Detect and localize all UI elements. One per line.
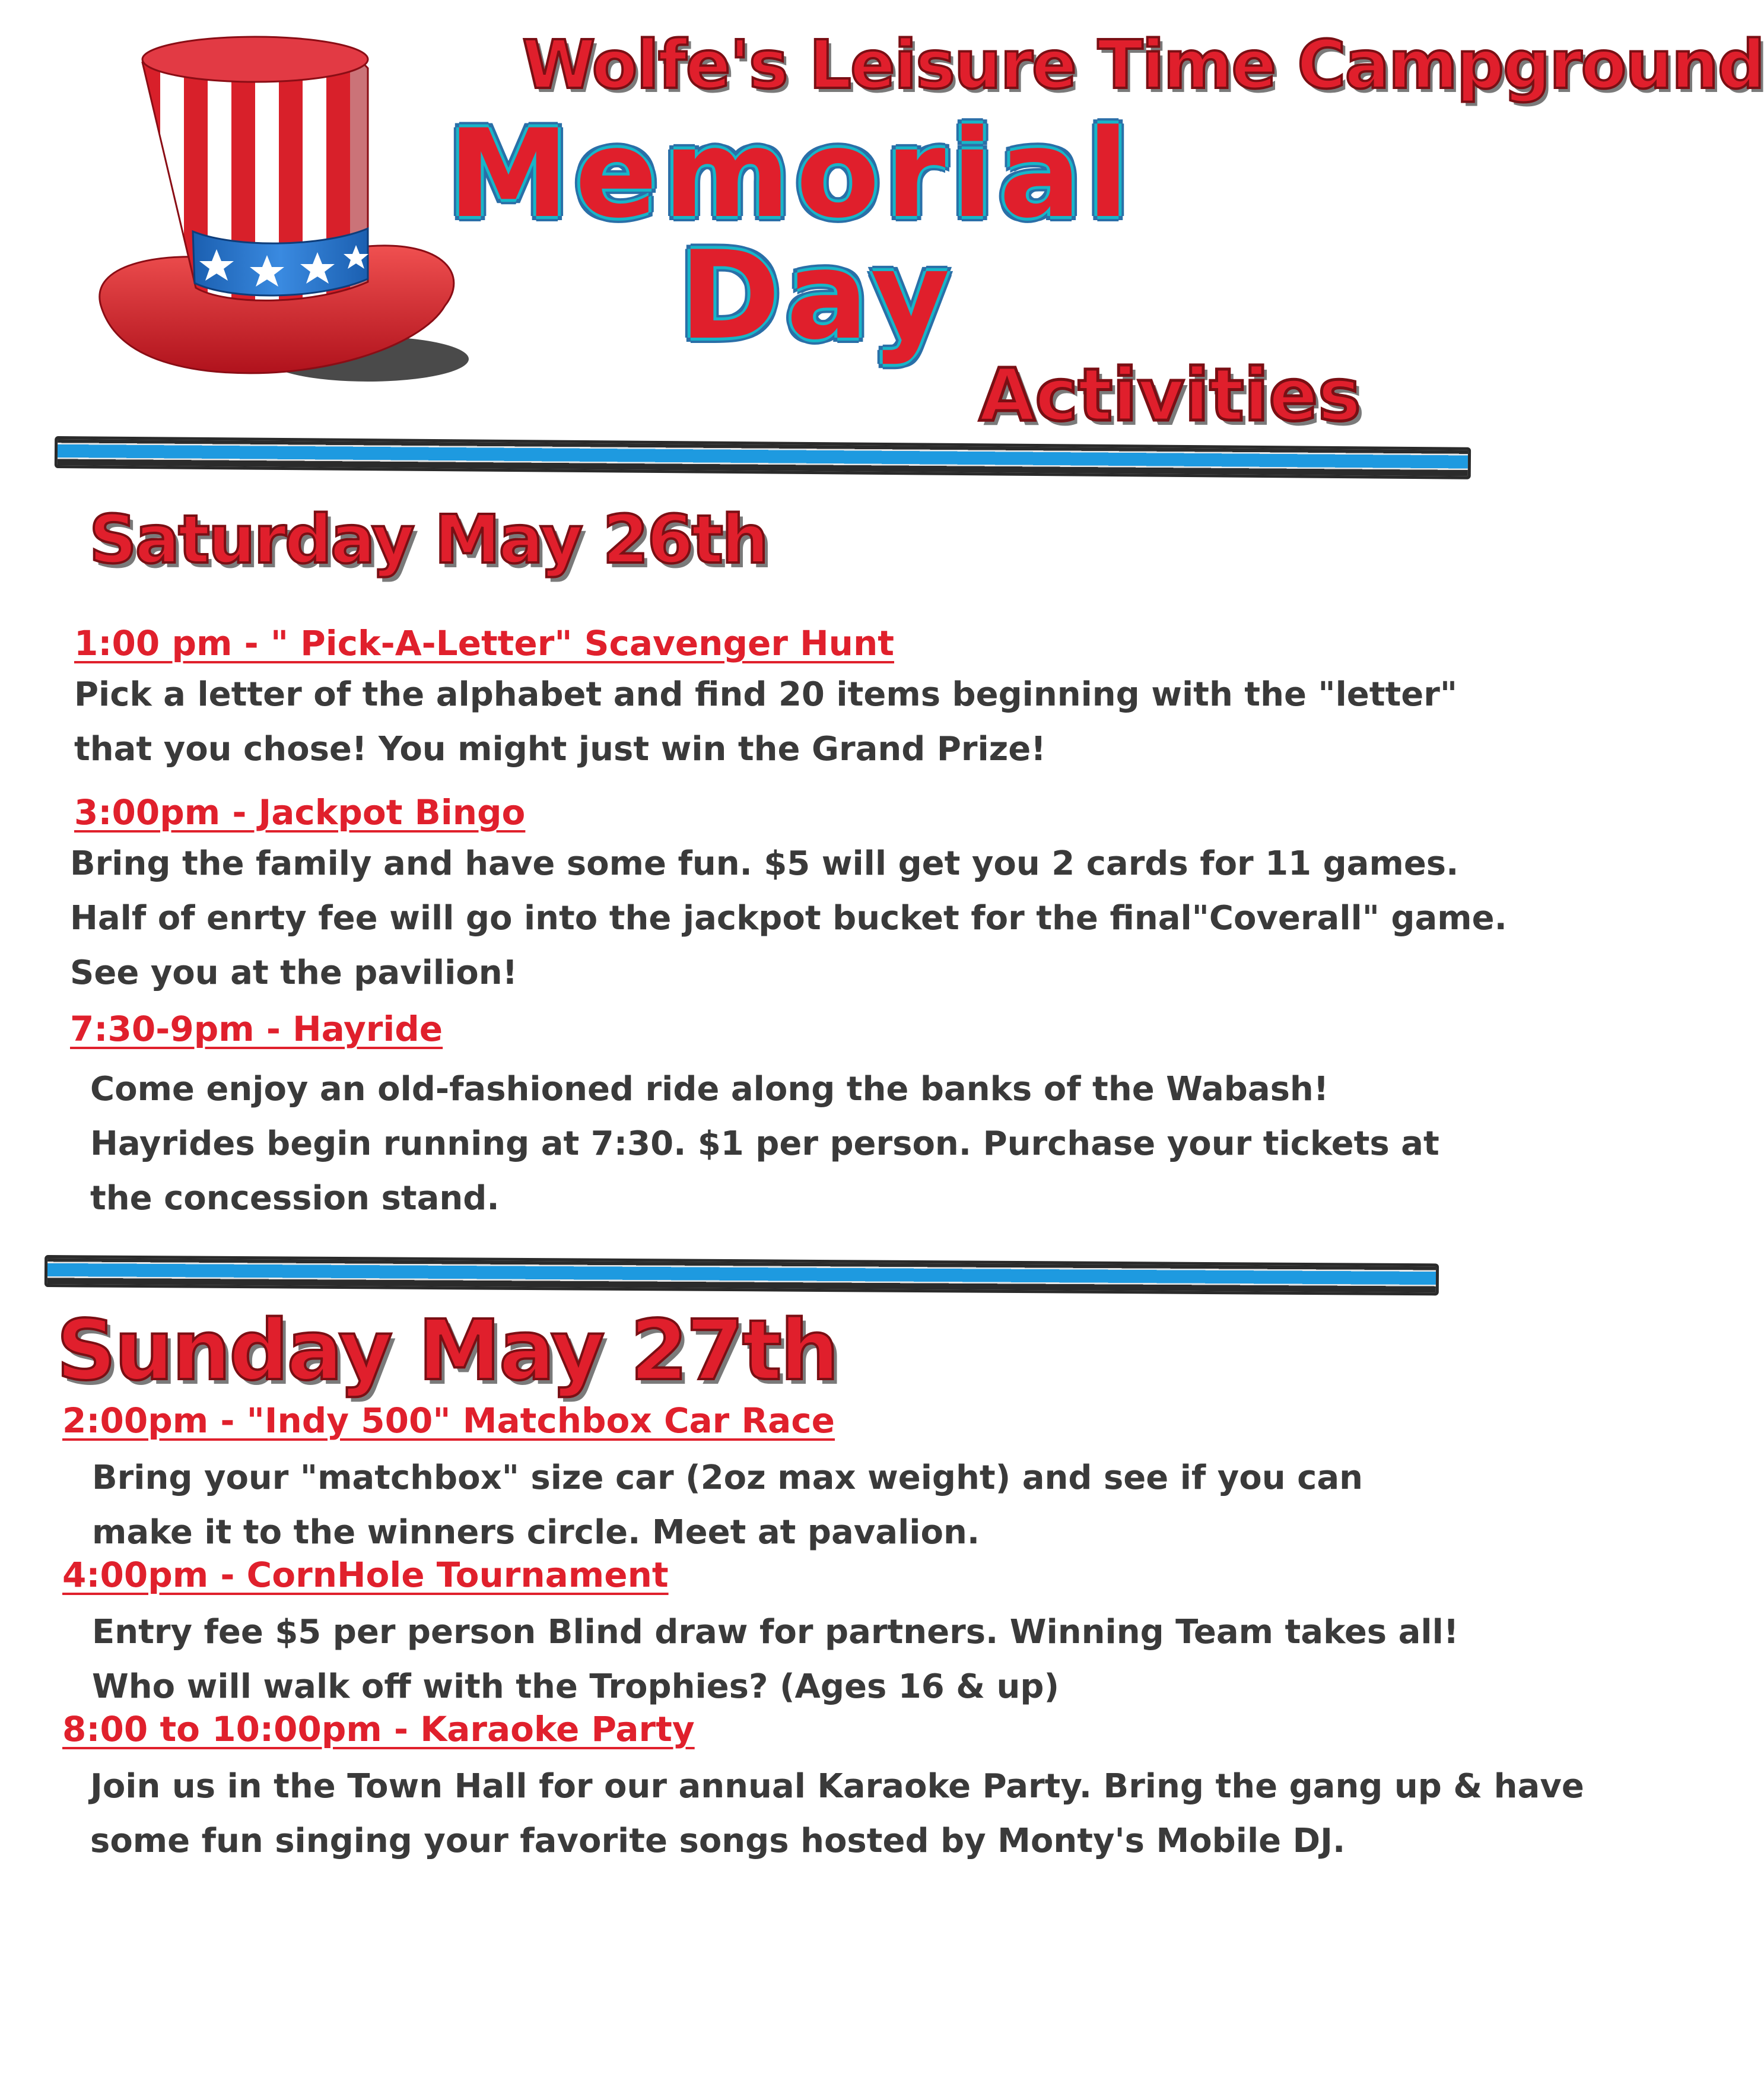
event-description-line: Hayrides begin running at 7:30. $1 per person. Purchase your tickets at xyxy=(90,1124,1439,1163)
event-description-line: Pick a letter of the alphabet and find 20 items beginning with the "letter" xyxy=(74,675,1458,714)
section-divider xyxy=(55,436,1471,479)
event-title: 3:00pm - Jackpot Bingo xyxy=(74,792,526,833)
section-divider xyxy=(45,1255,1439,1295)
event-title: 7:30-9pm - Hayride xyxy=(70,1009,443,1049)
event-description-line: Join us in the Town Hall for our annual Karaoke Party. Bring the gang up & have xyxy=(90,1767,1584,1806)
event-description-line: the concession stand. xyxy=(90,1179,500,1218)
event-description-line: Entry fee $5 per person Blind draw for partners. Winning Team takes all! xyxy=(92,1613,1459,1651)
sunday-heading: Sunday May 27th xyxy=(56,1302,838,1399)
event-description-line: Come enjoy an old-fashioned ride along the banks of the Wabash! xyxy=(90,1070,1329,1108)
event-description-line: some fun singing your favorite songs hosted by Monty's Mobile DJ. xyxy=(90,1822,1346,1860)
title-activities: Activities xyxy=(979,353,1361,437)
event-description xyxy=(70,837,1507,1000)
title-memorial: Memorial xyxy=(448,104,1135,245)
event-description xyxy=(92,1605,1458,1714)
event-description-line: See you at the pavilion! xyxy=(70,954,518,992)
event-description xyxy=(90,1062,1439,1226)
title-day: Day xyxy=(679,225,956,367)
event-title: 4:00pm - CornHole Tournament xyxy=(62,1555,669,1595)
event-title: 2:00pm - "Indy 500" Matchbox Car Race xyxy=(62,1400,835,1441)
event-title: 1:00 pm - " Pick-A-Letter" Scavenger Hunt xyxy=(74,623,894,663)
event-description xyxy=(92,1451,1363,1560)
event-description-line: Half of enrty fee will go into the jackpot bucket for the final"Coverall" game. xyxy=(70,899,1507,938)
event-description-line: Bring the family and have some fun. $5 will get you 2 cards for 11 games. xyxy=(70,844,1459,883)
uncle-sam-hat-icon xyxy=(89,27,481,395)
event-description-line: Who will walk off with the Trophies? (Ages 16 & up) xyxy=(92,1667,1060,1706)
event-description xyxy=(90,1759,1584,1869)
campground-name: Wolfe's Leisure Time Campground xyxy=(522,27,1764,104)
saturday-heading: Saturday May 26th xyxy=(89,501,767,579)
event-description xyxy=(74,668,1457,777)
event-description-line: Bring your "matchbox" size car (2oz max weight) and see if you can xyxy=(92,1459,1363,1497)
event-description-line: make it to the winners circle. Meet at pavalion. xyxy=(92,1513,980,1552)
event-description-line: that you chose! You might just win the Grand Prize! xyxy=(74,730,1046,768)
event-title: 8:00 to 10:00pm - Karaoke Party xyxy=(62,1709,695,1749)
